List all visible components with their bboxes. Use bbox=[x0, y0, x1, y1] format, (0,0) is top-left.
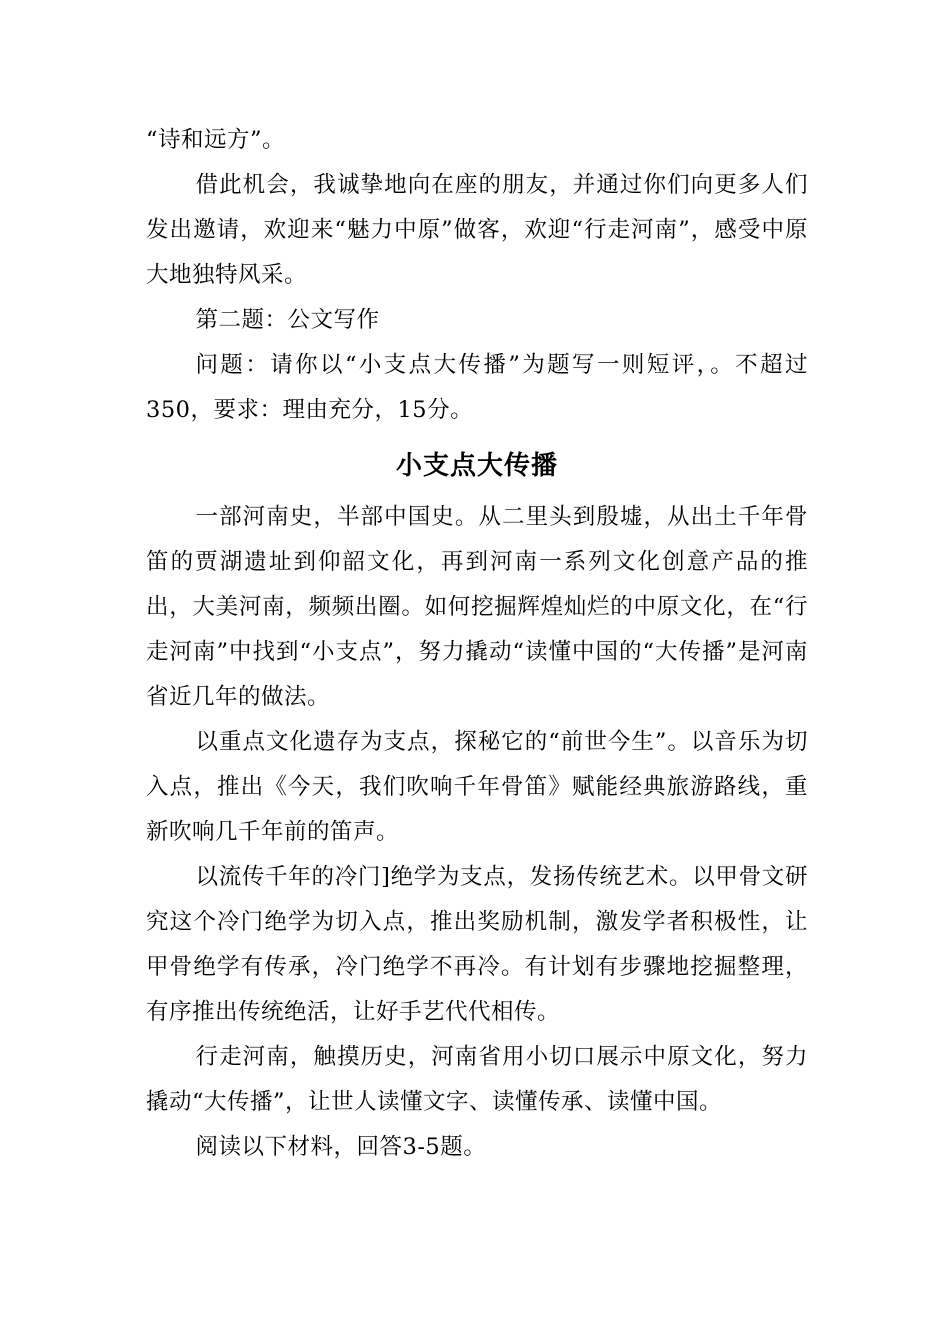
paragraph-question-prompt: 问题：请你以“小支点大传播”为题写一则短评，。不超过350，要求：理由充分，15分。 bbox=[146, 352, 808, 423]
paragraph-cultural-relics: 以重点文化遗存为支点，探秘它的“前世今生”。以音乐为切入点，推出《今天，我们吹响千年骨笛》赋能经典旅游路线，重新吹响几千年前的笛声。 bbox=[146, 729, 808, 845]
paragraph-conclusion: 行走河南，触摸历史，河南省用小切口展示中原文化，努力撬动“大传播”，让世人读懂文字、读懂传承、读懂中国。 bbox=[146, 1044, 808, 1115]
paragraph-rare-studies: 以流传千年的冷门]绝学为支点，发扬传统艺术。以甲骨文研究这个冷门绝学为切入点，推出奖励机制，激发学者积极性，让甲骨绝学有传承，冷门绝学不再冷。有计划有步骤地挖掘整理，有序推出传统绝活，让好手艺代代相传。 bbox=[146, 864, 808, 1025]
paragraph-reading-instruction: 阅读以下材料，回答3-5题。 bbox=[195, 1134, 487, 1160]
paragraph-poetry-distance: “诗和远方”。 bbox=[146, 127, 286, 153]
paragraph-question-two: 第二题：公文写作 bbox=[195, 307, 380, 333]
document-page bbox=[146, 118, 808, 1170]
essay-title: 小支点大传播 bbox=[395, 451, 558, 481]
paragraph-invitation: 借此机会，我诚挚地向在座的朋友，并通过你们向更多人们发出邀请，欢迎来“魅力中原”做客，欢迎“行走河南”，感受中原大地独特风采。 bbox=[146, 172, 808, 288]
paragraph-henan-history: 一部河南史，半部中国史。从二里头到殷墟，从出土千年骨笛的贾湖遗址到仰韶文化，再到河南一系列文化创意产品的推出，大美河南，频频出圈。如何挖掘辉煌灿烂的中原文化，在“行走河南”中找到“小支点”，努力撬动“读懂中国的“大传播”是河南省近几年的做法。 bbox=[146, 504, 808, 710]
